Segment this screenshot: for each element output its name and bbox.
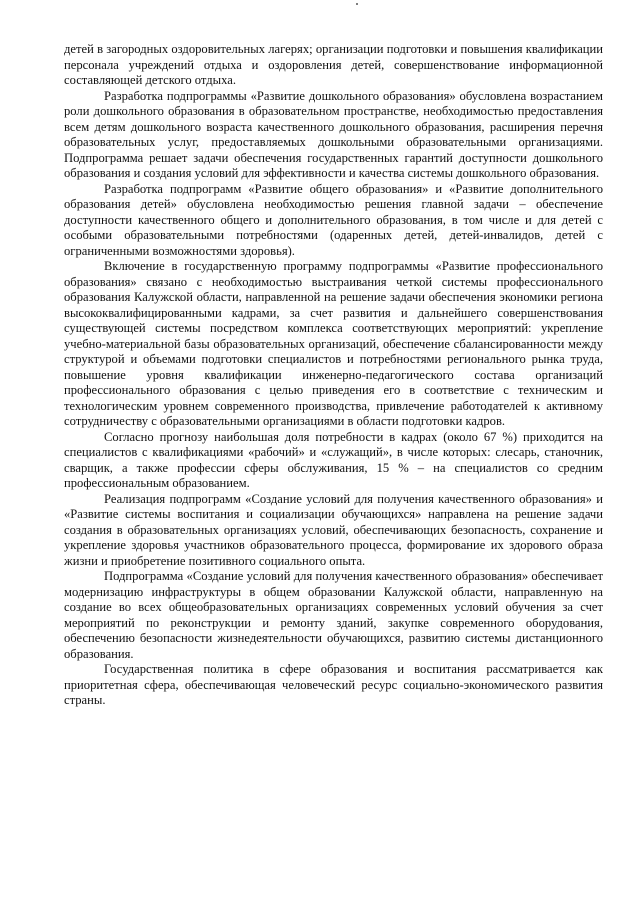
paragraph-workforce-forecast: Согласно прогнозу наибольшая доля потребности в кадрах (около 67 %) приходится на специалистов с квалификациями «рабочий» и «служащий», в числе которых: слесарь, станочник, сварщик, а также профессии сферы обслуживания, 15 % – на специалистов со средним профессиональным образованием.: [64, 429, 603, 490]
document-page: [64, 42, 603, 709]
paragraph-preschool-education: Разработка подпрограммы «Развитие дошкольного образования» обусловлена возрастанием роли дошкольного образования в образовательном пространстве, необходимостью предоставления всем детям дошкольного возраста качественного дошкольного образования, расширения перечня образовательных услуг, предоставляемых дошкольными образовательными организациями. Подпрограмма решает задачи обеспечения государственных гарантий доступности дошкольного образования и создания условий для эффективности и качества системы дошкольного образования.: [64, 88, 603, 180]
paragraph-continuation: детей в загородных оздоровительных лагерях; организации подготовки и повышения квалификации персонала учреждений отдыха и оздоровления детей, совершенствование информационной составляющей детского отдыха.: [64, 42, 603, 87]
paragraph-infrastructure-modernization: Подпрограмма «Создание условий для получения качественного образования» обеспечивает модернизацию инфраструктуры в общем образовании Калужской области, направленную на создание во всех общеобразовательных организациях современных условий обучения за счет мероприятий по реконструкции и ремонту зданий, закупке современного оборудования, обеспечению безопасности жизнедеятельности обучающихся, развитию системы дистанционного образования.: [64, 569, 603, 661]
paragraph-conditions-and-upbringing: Реализация подпрограмм «Создание условий для получения качественного образования» и «Развитие системы воспитания и социализации обучающихся» направлена на решение задачи создания в образовательных организациях условий, обеспечивающих безопасность, сохранение и укрепление здоровья участников образовательного процесса, формирование их здорового образа жизни и приобретение позитивного социального опыта.: [64, 491, 603, 568]
scan-speck: [356, 3, 358, 5]
paragraph-state-policy: Государственная политика в сфере образования и воспитания рассматривается как приоритетная сфера, обеспечивающая человеческий ресурс социально-экономического развития страны.: [64, 662, 603, 707]
paragraph-general-and-additional-education: Разработка подпрограмм «Развитие общего образования» и «Развитие дополнительного образования детей» обусловлена необходимостью решения главной задачи – обеспечение доступности качественного общего и дополнительного образования, в том числе и для детей с особыми образовательными потребностями (одаренных детей, детей-инвалидов, детей с ограниченными возможностями здоровья).: [64, 181, 603, 258]
paragraph-professional-education: Включение в государственную программу подпрограммы «Развитие профессионального образования» связано с необходимостью выстраивания четкой системы профессионального образования Калужской области, направленной на решение задачи обеспечения экономики региона высококвалифицированными кадрами, за счет развития и дальнейшего совершенствования существующей системы посредством комплекса соответствующих мероприятий: укрепление учебно-материальной базы образовательных организаций, обеспечение сбалансированности между структурой и объемами подготовки специалистов и потребностями регионального рынка труда, повышение уровня квалификации инженерно-педагогического состава организаций профессионального образования с целью приведения его в соответствие с техническим и технологическим уровнем современного производства, привлечение работодателей к активному сотрудничеству с образовательными организациями в области подготовки кадров.: [64, 259, 603, 428]
